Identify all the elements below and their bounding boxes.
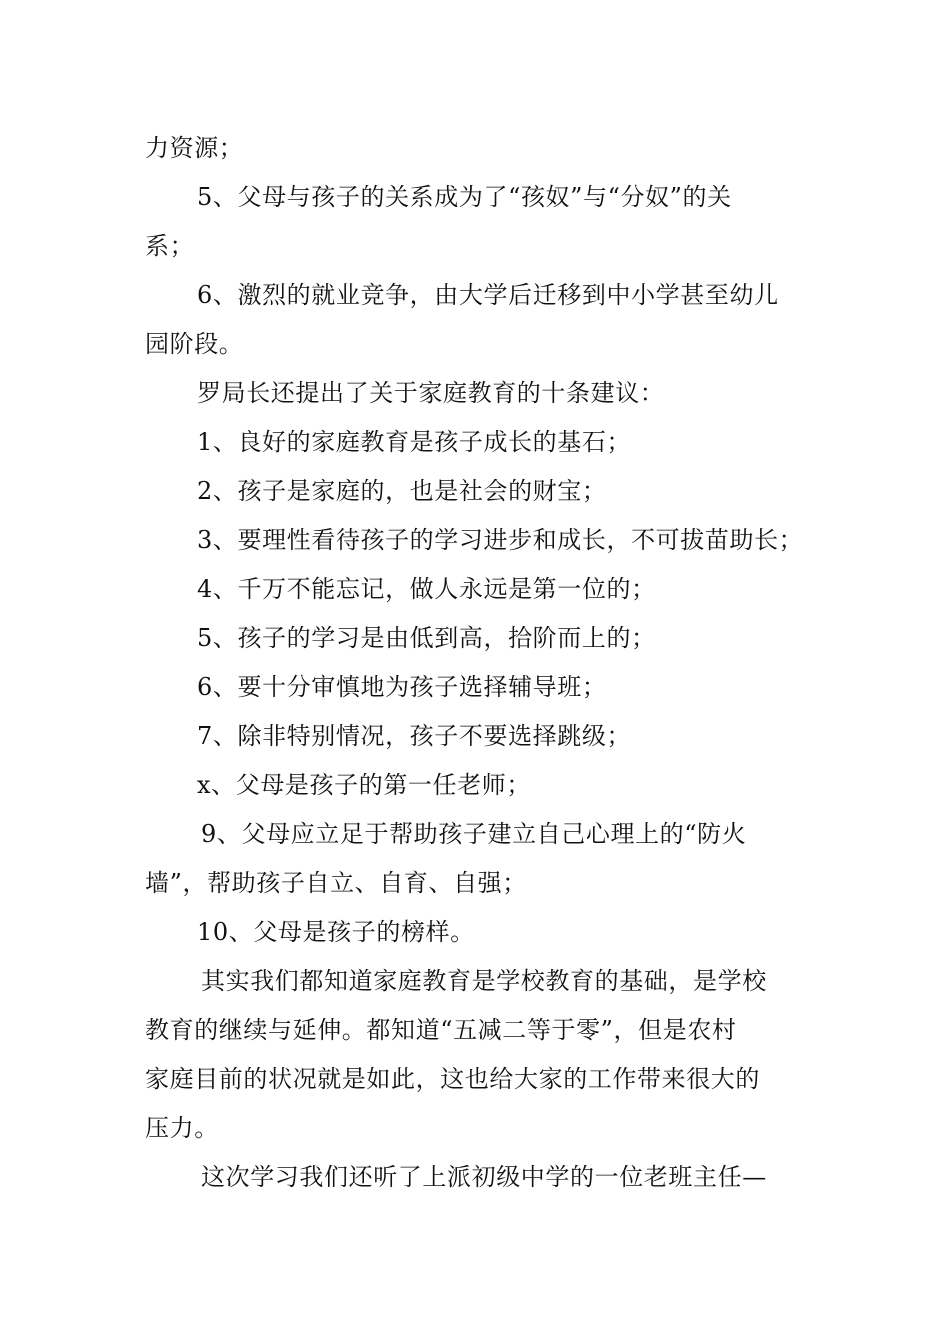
text-line: 这次学习我们还听了上派初级中学的一位老班主任— [201, 1163, 767, 1191]
list-item: 2、孩子是家庭的，也是社会的财宝； [197, 477, 607, 505]
list-item: 6、要十分审慎地为孩子选择辅导班； [197, 673, 607, 701]
text-line: 系； [145, 232, 195, 260]
text-line: 家庭目前的状况就是如此，这也给大家的工作带来很大的 [145, 1065, 760, 1093]
list-item: 1、良好的家庭教育是孩子成长的基石； [197, 428, 632, 456]
text-line: 其实我们都知道家庭教育是学校教育的基础，是学校 [201, 967, 767, 995]
list-item: 7、除非特别情况，孩子不要选择跳级； [197, 722, 632, 750]
text-line: 墙”，帮助孩子自立、自育、自强； [145, 869, 527, 897]
text-line: 罗局长还提出了关于家庭教育的十条建议： [197, 379, 665, 407]
list-item: 3、要理性看待孩子的学习进步和成长，不可拔苗助长； [197, 526, 804, 554]
text-line: 力资源； [145, 134, 244, 162]
list-item: x、父母是孩子的第一任老师； [197, 771, 531, 799]
list-item: 10、父母是孩子的榜样。 [197, 918, 475, 946]
text-line: 5、父母与孩子的关系成为了“孩奴”与“分奴”的关 [197, 183, 732, 211]
text-line: 园阶段。 [145, 330, 244, 358]
document-body [145, 124, 807, 1202]
list-item: 5、孩子的学习是由低到高，拾阶而上的； [197, 624, 656, 652]
text-line: 6、激烈的就业竞争，由大学后迁移到中小学甚至幼儿 [197, 281, 779, 309]
text-line: 压力。 [145, 1114, 219, 1142]
text-line: 教育的继续与延伸。都知道“五减二等于零”，但是农村 [145, 1016, 737, 1044]
list-item: 9、父母应立足于帮助孩子建立自己心理上的“防火 [201, 820, 747, 848]
list-item: 4、千万不能忘记，做人永远是第一位的； [197, 575, 656, 603]
